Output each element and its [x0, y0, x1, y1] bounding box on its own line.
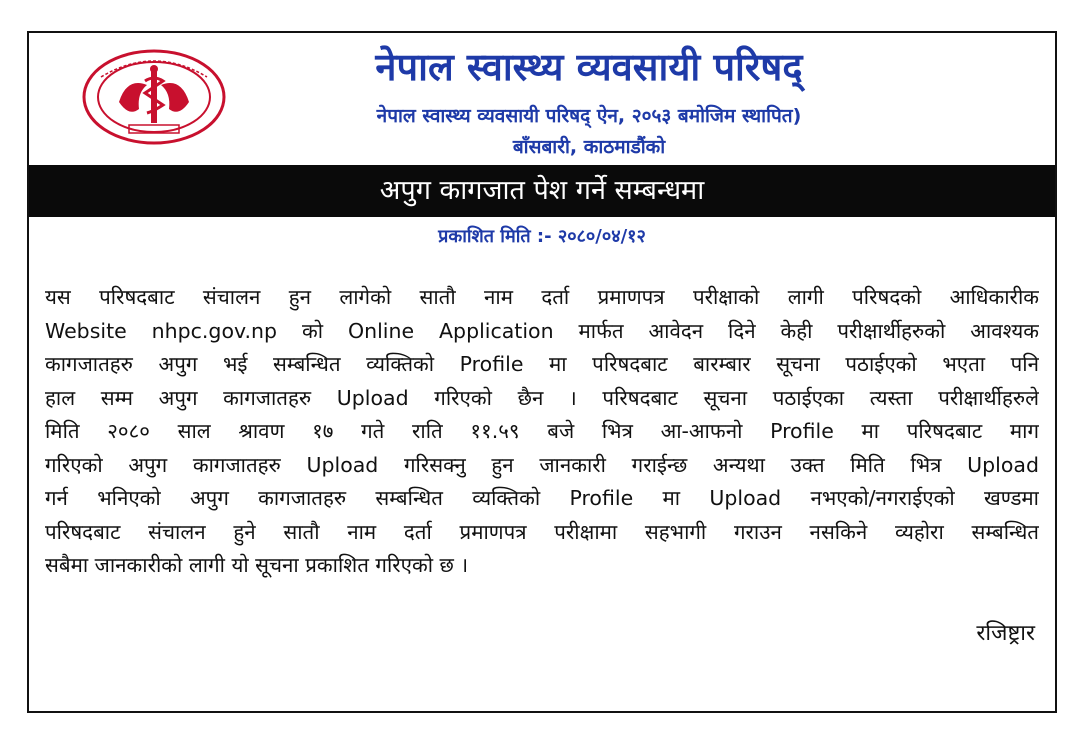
- body-line: मिति २०८० साल श्रावण १७ गते राति ११.५९ बजे भित्र आ-आफनो Profile मा परिषदबाट माग: [45, 419, 1039, 443]
- body-line: गर्न भनिएको अपुग कागजातहरु सम्बन्धित व्यक्तिको Profile मा Upload नभएको/नगराईएको खण्डमा: [45, 486, 1039, 510]
- council-seal-logo: [79, 47, 229, 147]
- body-line: गरिएको अपुग कागजातहरु Upload गरिसक्नु हुन जानकारी गराईन्छ अन्यथा उक्त मिति भित्र Upload: [45, 452, 1039, 477]
- body-line: यस परिषदबाट संचालन हुन लागेको सातौ नाम दर्ता प्रमाणपत्र परीक्षाको लागी परिषदको आधिकारीक: [45, 285, 1039, 309]
- body-line: सबैमा जानकारीको लागी यो सूचना प्रकाशित गरिएको छ ।: [45, 553, 469, 577]
- notice-body: [45, 281, 1039, 583]
- notice-title: अपुग कागजात पेश गर्ने सम्बन्धमा: [379, 175, 705, 206]
- body-line: हाल सम्म अपुग कागजातहरु Upload गरिएको छैन । परिषदबाट सूचना पठाईएका त्यस्ता परीक्षार्थीहरुले: [45, 385, 1039, 410]
- body-line: परिषदबाट संचालन हुने सातौ नाम दर्ता प्रमाणपत्र परीक्षामा सहभागी गराउन नसकिने व्यहोरा सम्बन्धित: [45, 519, 1039, 544]
- published-date: प्रकाशित मिति :- २०८०/०४/१२: [438, 226, 646, 247]
- body-line: Website nhpc.gov.np को Online Application मार्फत आवेदन दिने केही परीक्षार्थीहरुको आवश्यक: [45, 318, 1039, 343]
- notice-frame: [27, 31, 1057, 713]
- notice-title-banner: [29, 165, 1055, 217]
- org-name: नेपाल स्वास्थ्य व्यवसायी परिषद्: [375, 45, 803, 89]
- org-subtitle: नेपाल स्वास्थ्य व्यवसायी परिषद् ऐन, २०५३ बमोजिम स्थापित): [376, 105, 802, 127]
- body-line: कागजातहरु अपुग भई सम्बन्धित व्यक्तिको Profile मा परिषदबाट बारम्बार सूचना पठाईएको भएता पनि: [45, 352, 1039, 376]
- org-address: बाँसबारी, काठमाडौंको: [512, 136, 666, 158]
- signature-registrar: रजिष्ट्रार: [976, 621, 1035, 646]
